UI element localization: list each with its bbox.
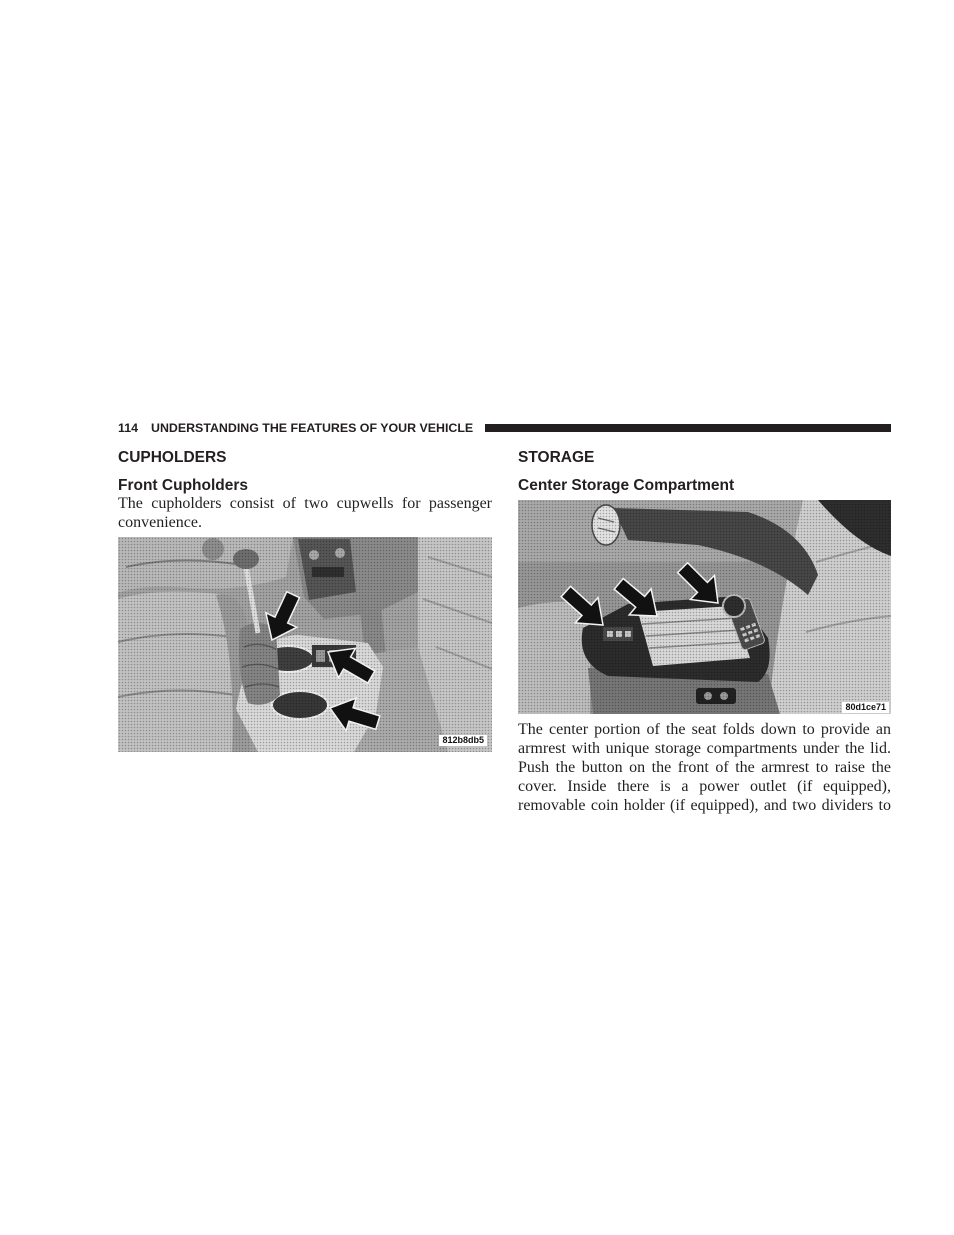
page-number: 114 xyxy=(118,421,138,435)
halftone-overlay xyxy=(118,537,492,752)
storage-paragraph xyxy=(518,720,891,815)
paragraph-line: Push the button on the front of the armrest to raise the xyxy=(518,759,891,776)
cupholders-figure xyxy=(118,537,492,752)
cupholders-paragraph xyxy=(118,494,492,532)
cupholders-photo xyxy=(118,537,492,752)
center-storage-subheading: Center Storage Compartment xyxy=(518,477,735,494)
storage-heading: STORAGE xyxy=(518,449,595,466)
paragraph-line: armrest with unique storage compartments under the lid. xyxy=(518,740,891,757)
figure-code: 80d1ce71 xyxy=(842,702,889,713)
storage-photo xyxy=(518,500,891,714)
paragraph-line: convenience. xyxy=(118,514,202,531)
header-rule xyxy=(485,424,891,432)
paragraph-line: The cupholders consist of two cupwells for passenger xyxy=(118,495,492,512)
front-cupholders-subheading: Front Cupholders xyxy=(118,477,249,494)
figure-code: 812b8db5 xyxy=(439,735,487,746)
storage-figure xyxy=(518,500,891,714)
paragraph-line: The center portion of the seat folds down to provide an xyxy=(518,721,891,738)
section-title: UNDERSTANDING THE FEATURES OF YOUR VEHICLE xyxy=(151,421,474,435)
paragraph-line: cover. Inside there is a power outlet (if equipped), xyxy=(518,778,891,795)
cupholders-heading: CUPHOLDERS xyxy=(118,449,227,466)
paragraph-line: removable coin holder (if equipped), and two dividers to xyxy=(518,797,891,814)
